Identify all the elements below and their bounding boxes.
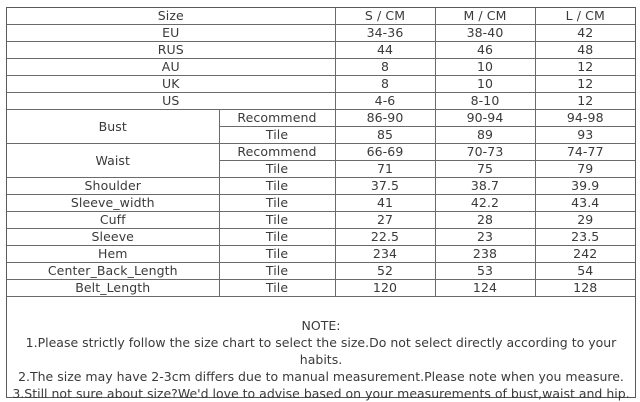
table-row — [7, 212, 635, 229]
size-value: 66-69 — [335, 144, 435, 161]
size-value: 79 — [535, 161, 635, 178]
size-value: 75 — [435, 161, 535, 178]
size-value: 44 — [335, 42, 435, 59]
size-value: 12 — [535, 93, 635, 110]
size-value: 93 — [535, 127, 635, 144]
size-value: 38.7 — [435, 178, 535, 195]
table-row — [7, 263, 635, 280]
measure-type: Tile — [219, 161, 335, 178]
size-value: 10 — [435, 59, 535, 76]
size-value: 42 — [535, 25, 635, 42]
table-row — [7, 229, 635, 246]
size-value: 53 — [435, 263, 535, 280]
size-value: 29 — [535, 212, 635, 229]
size-value: 52 — [335, 263, 435, 280]
measure-type: Tile — [219, 195, 335, 212]
size-value: 54 — [535, 263, 635, 280]
size-value: 4-6 — [335, 93, 435, 110]
size-s-header: S / CM — [335, 8, 435, 25]
row-label: US — [7, 93, 335, 110]
size-value: 22.5 — [335, 229, 435, 246]
size-value: 124 — [435, 280, 535, 297]
size-value: 8-10 — [435, 93, 535, 110]
measure-type: Recommend — [219, 110, 335, 127]
measure-type: Tile — [219, 280, 335, 297]
size-table — [7, 8, 635, 297]
row-label: Center_Back_Length — [7, 263, 219, 280]
measure-type: Tile — [219, 178, 335, 195]
size-value: 70-73 — [435, 144, 535, 161]
table-row — [7, 178, 635, 195]
header-row — [7, 8, 635, 25]
size-value: 28 — [435, 212, 535, 229]
size-value: 242 — [535, 246, 635, 263]
size-value: 34-36 — [335, 25, 435, 42]
size-value: 94-98 — [535, 110, 635, 127]
size-value: 12 — [535, 76, 635, 93]
table-row — [7, 93, 635, 110]
measure-type: Recommend — [219, 144, 335, 161]
size-m-header: M / CM — [435, 8, 535, 25]
size-value: 128 — [535, 280, 635, 297]
measure-type: Tile — [219, 212, 335, 229]
size-value: 120 — [335, 280, 435, 297]
size-value: 86-90 — [335, 110, 435, 127]
row-label: Sleeve_width — [7, 195, 219, 212]
table-row — [7, 25, 635, 42]
note-line-1: 1.Please strictly follow the size chart to select the size.Do not select directly according to your — [25, 335, 617, 350]
size-value: 74-77 — [535, 144, 635, 161]
size-value: 23.5 — [535, 229, 635, 246]
note-line-3: 3.Still not sure about size?We'd love to advise based on your measurements of bust,waist and hip. — [12, 386, 630, 401]
measure-type: Tile — [219, 229, 335, 246]
size-value: 90-94 — [435, 110, 535, 127]
row-label: RUS — [7, 42, 335, 59]
size-value: 39.9 — [535, 178, 635, 195]
measure-type: Tile — [219, 263, 335, 280]
size-value: 8 — [335, 76, 435, 93]
row-label: Waist — [7, 144, 219, 178]
note-line-1-continued: habits. — [299, 352, 343, 367]
notes-title: NOTE: — [301, 318, 341, 333]
size-value: 10 — [435, 76, 535, 93]
row-label: AU — [7, 59, 335, 76]
row-label: Belt_Length — [7, 280, 219, 297]
row-label: Hem — [7, 246, 219, 263]
size-value: 89 — [435, 127, 535, 144]
table-row — [7, 76, 635, 93]
size-l-header: L / CM — [535, 8, 635, 25]
size-value: 234 — [335, 246, 435, 263]
size-value: 12 — [535, 59, 635, 76]
size-value: 8 — [335, 59, 435, 76]
table-row — [7, 42, 635, 59]
table-row — [7, 280, 635, 297]
size-value: 71 — [335, 161, 435, 178]
size-value: 85 — [335, 127, 435, 144]
table-row — [7, 246, 635, 263]
table-row — [7, 59, 635, 76]
table-row — [7, 144, 635, 161]
row-label: Shoulder — [7, 178, 219, 195]
measure-type: Tile — [219, 246, 335, 263]
size-value: 48 — [535, 42, 635, 59]
row-label: EU — [7, 25, 335, 42]
table-row — [7, 195, 635, 212]
size-value: 238 — [435, 246, 535, 263]
row-label: Cuff — [7, 212, 219, 229]
size-value: 23 — [435, 229, 535, 246]
size-value: 37.5 — [335, 178, 435, 195]
row-label: Sleeve — [7, 229, 219, 246]
size-header-cell: Size — [7, 8, 335, 25]
table-row — [7, 110, 635, 127]
size-value: 42.2 — [435, 195, 535, 212]
notes-section — [7, 315, 635, 402]
size-value: 43.4 — [535, 195, 635, 212]
size-value: 27 — [335, 212, 435, 229]
size-value: 46 — [435, 42, 535, 59]
measure-type: Tile — [219, 127, 335, 144]
size-value: 41 — [335, 195, 435, 212]
size-chart — [6, 7, 636, 401]
size-value: 38-40 — [435, 25, 535, 42]
row-label: UK — [7, 76, 335, 93]
note-line-2: 2.The size may have 2-3cm differs due to manual measurement.Please note when you measure. — [18, 369, 624, 384]
row-label: Bust — [7, 110, 219, 144]
